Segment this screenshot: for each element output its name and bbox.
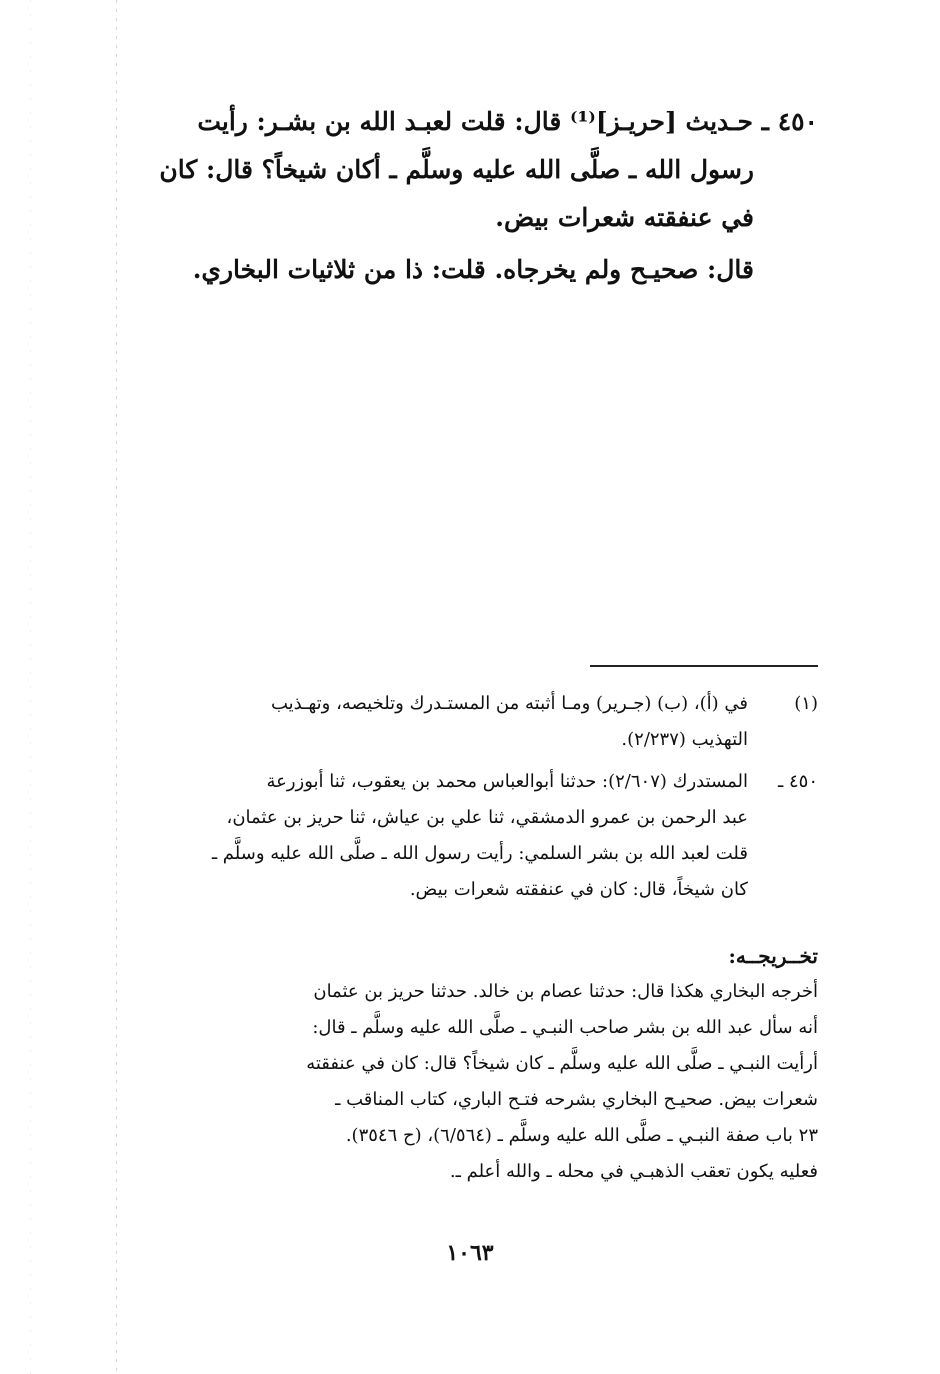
- hadith-number: ٤٥٠: [777, 107, 818, 136]
- footnote-line: المستدرك (٢/٦٠٧): حدثنا أبوالعباس محمد بن يعقوب، ثنا أبوزرعة: [266, 771, 748, 792]
- hadith-comment: قال: صحيـح ولم يخرجاه. قلت: ذا من ثلاثيات البخاري.: [192, 255, 754, 284]
- scan-margin-line-outer: [30, 0, 31, 1374]
- takhrij-line: أرأيت النبـي ـ صلَّى الله عليه وسلَّم ـ كان شيخاً؟ قال: كان في عنفقته: [306, 1053, 818, 1074]
- takhrij-section: [124, 938, 818, 1190]
- footnote-line: عبد الرحمن بن عمرو الدمشقي، ثنا علي بن عياش، ثنا حريز بن عثمان،: [226, 807, 748, 828]
- hadith-text-3: في عنفقته شعرات بيض.: [495, 203, 754, 232]
- footnote-1: [124, 686, 818, 758]
- hadith-entry: [124, 98, 818, 294]
- footnote-line: قلت لعبد الله بن بشر السلمي: رأيت رسول الله ـ صلَّى الله عليه وسلَّم ـ: [211, 843, 748, 864]
- takhrij-line: شعرات بيض. صحيـح البخاري بشرحه فتـح الباري، كتاب المناقب ـ: [335, 1089, 818, 1110]
- hadith-text-1: ـ حـديث [حريـز]⁽¹⁾ قال: قلت لعبـد الله بن بشـر: رأيت: [197, 107, 769, 136]
- footnote-line: في (أ)، (ب) (جـرير) ومـا أثبته من المستـدرك وتلخيصه، وتهـذيب: [270, 693, 748, 714]
- page-number: ١٠٦٣: [446, 1240, 494, 1266]
- footnote-marker: ٤٥٠ ـ: [777, 771, 818, 792]
- footnote-separator: [590, 665, 818, 667]
- footnote-line: كان شيخاً، قال: كان في عنفقته شعرات بيض.: [409, 879, 748, 900]
- hadith-line-2: [124, 146, 818, 194]
- hadith-text-2: رسول الله ـ صلَّى الله عليه وسلَّم ـ أكان شيخاً؟ قال: كان: [159, 155, 754, 184]
- footnote-marker: (١): [794, 693, 818, 714]
- takhrij-line: أخرجه البخاري هكذا قال: حدثنا عصام بن خالد. حدثنا حريز بن عثمان: [313, 981, 818, 1002]
- hadith-line-1: [124, 98, 818, 146]
- footnote-line: التهذيب (٢/٢٣٧).: [621, 729, 748, 750]
- takhrij-line: فعليه يكون تعقب الذهبـي في محله ـ والله أعلم ـ.: [449, 1161, 818, 1182]
- takhrij-line: أنه سأل عبد الله بن بشر صاحب النبـي ـ صلَّى الله عليه وسلَّم ـ قال:: [312, 1017, 818, 1038]
- footnote-450: [124, 764, 818, 908]
- hadith-line-3: [124, 194, 818, 242]
- takhrij-heading: تخــريجــه:: [728, 944, 818, 968]
- scan-margin-line: [116, 0, 117, 1374]
- takhrij-line: ٢٣ باب صفة النبـي ـ صلَّى الله عليه وسلَّم ـ (٦/٥٦٤)، (ح ٣٥٤٦).: [345, 1125, 818, 1146]
